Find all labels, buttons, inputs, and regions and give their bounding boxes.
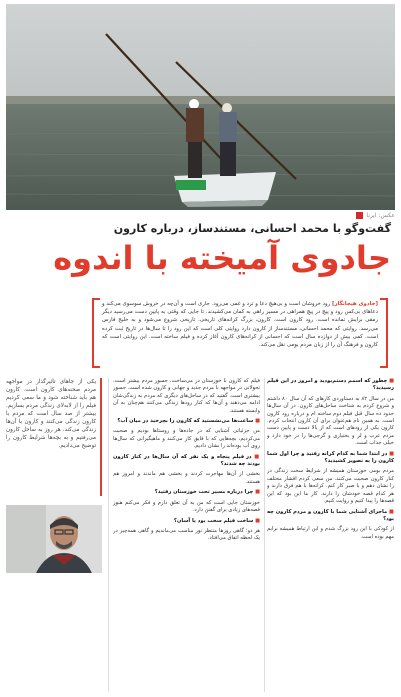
credit-text: عکس: ایرنا [366, 212, 395, 219]
portrait-photo [6, 505, 102, 573]
photo-credit [356, 212, 395, 219]
pull-quote: یکی از جاهای تأثیرگذار در مواجهه مردم صحنه‌های کارون است. کارون هم باید شناخته شود و ما سعی کردیم فیلم را از لابه‌لای زندگی مردم بسازیم. بیشتر از صد سال است که مردم با کارون زندگی می‌کنند و کارون با آن‌ها زندگی می‌کند. هر روز به ساحل کارون می‌رفتیم و به بچه‌ها شرایط کارون را توضیح می‌دادیم. [6, 378, 102, 496]
bracket-left [92, 298, 100, 368]
headline: جادوی آمیخته با اندوه [53, 239, 391, 277]
kicker: گفت‌وگو با محمد احسانی، مستندساز، درباره کارون [113, 222, 391, 235]
column-middle: فیلم که کارون با خوزستان در می‌ساخت، جسور مردم بیشتر است. تحولاتی در مواجهه با مردم جدید و جهانی و کارون شده است. جسور بیشتری است. گفتید که در ساحل‌های دیگری که مردم به زندگی‌شان ادامه می‌دهند و آن‌ها که کنار رودها زندگی می‌کنند هم‌چنان به آن وابسته هستند. ■ ساعت‌ها می‌نشستید که کارون را بچرخید در میان آب؟ من جزئیاتی آشنایی که در جاده‌ها و روستاها بودیم و صحبت می‌کردیم، بچه‌هایی که با قایق کار می‌کنند و ماهیگیرانی که سال‌ها روی آب بوده‌اند را نشان دادیم. ■ در فیلم پنجاه و یک نفر که آن سال‌ها در کنار کارون بودند چه شدند؟ بخشی از آن‌ها مهاجرت کردند و بخشی هم ماندند و امروز هم هستند. ■ چرا درباره مسیر تحت خوزستان رفتید؟ خوزستان جایی است که من به آن تعلق دارم و فکر می‌کنم هنوز قصه‌های زیادی برای گفتن دارد. ■ ساخت فیلم سخت بود یا آسان؟ هر دو؛ گاهی روزها منتظر نور مناسب می‌ماندیم و گاهی همه‌چیز در یک لحظه اتفاق می‌افتاد. [113, 378, 260, 542]
pull-quote-bar [100, 378, 102, 496]
lead-text: [جادوی هیجانگار] رود خروشان است و بی‌هیچ دعا و ‌ترد و غمی می‌رود. جاری است و آن‌چه در خروش سوسوی می‌کند و دعاهای بی‌کس رود و پیچ در پیچ همراهی در مسیر راهی به کمان می‌کشیدند. تا جایی که وقتی به پایین دست می‌رسید دیگر رمقی برایش نمانده است. رود کارون است. کارون، بزرگ کرانه‌های تاریخی. تاریخی شروع می‌شود و به خلیج فارس می‌رسد. روایتی که محمد احسانی، مستندساز از کارون دارد روایتی کلی است که این رود را تا سال‌ها در تاریخ ثبت کرده است. کمی بیش از دوازده سال است که احسانی از کرانه‌های کارون آغاز کرده و فیلم ساخته است. این روایتی است که کارون و فرهنگ آن را از زبان مردم بومی نقل می‌کند. [102, 301, 379, 349]
column-right: ■ چطور که اسمم دستم‌بودید و امروز در این فیلم رسیدید؟ من در سال ۸۲ به دستاوردی کارهای که آن سال ۸۰ داشتم و شروع کردم به شناخت ساحل‌های کارون. در آن سال‌ها حدود ده سال قبل فیلم دوم ساخته ام و درباره رود کارون است. به همین نام هم‌عنوان برای آن کارون انتخاب کردم. کارون یکی از رودهای است که از بالا دست و پایین دست مردم عرب و لر و بختیاری و گرجی‌ها را در خود دارد و خیلی جذاب است. ■ در ابتدا شما به کدام کرانه رفتید و چرا اول شما کارون را به تصویر کشیدید؟ مردم بومی خوزستان همیشه از شرایط سخت زندگی در کنار کارون صحبت می‌کنند. من سعی کردم اقشار مختلف را نشان دهم و با صبر کار کنم. کرانه‌ها با هم فرق دارند و هر کدام قصه خودشان را دارند. کار ما این بود که این قصه‌ها را پیدا کنیم و روایت کنیم. ■ ماجرای آشنایی شما با کارون و مردم کارون چه بود؟ از کودکی با این رود بزرگ شدم و این ارتباط همیشه برایم مهم بوده است. [267, 378, 394, 540]
lead-paragraph [92, 298, 388, 364]
credit-marker-icon [356, 212, 363, 219]
bracket-right [380, 298, 388, 368]
river-boat-photo [6, 4, 395, 210]
